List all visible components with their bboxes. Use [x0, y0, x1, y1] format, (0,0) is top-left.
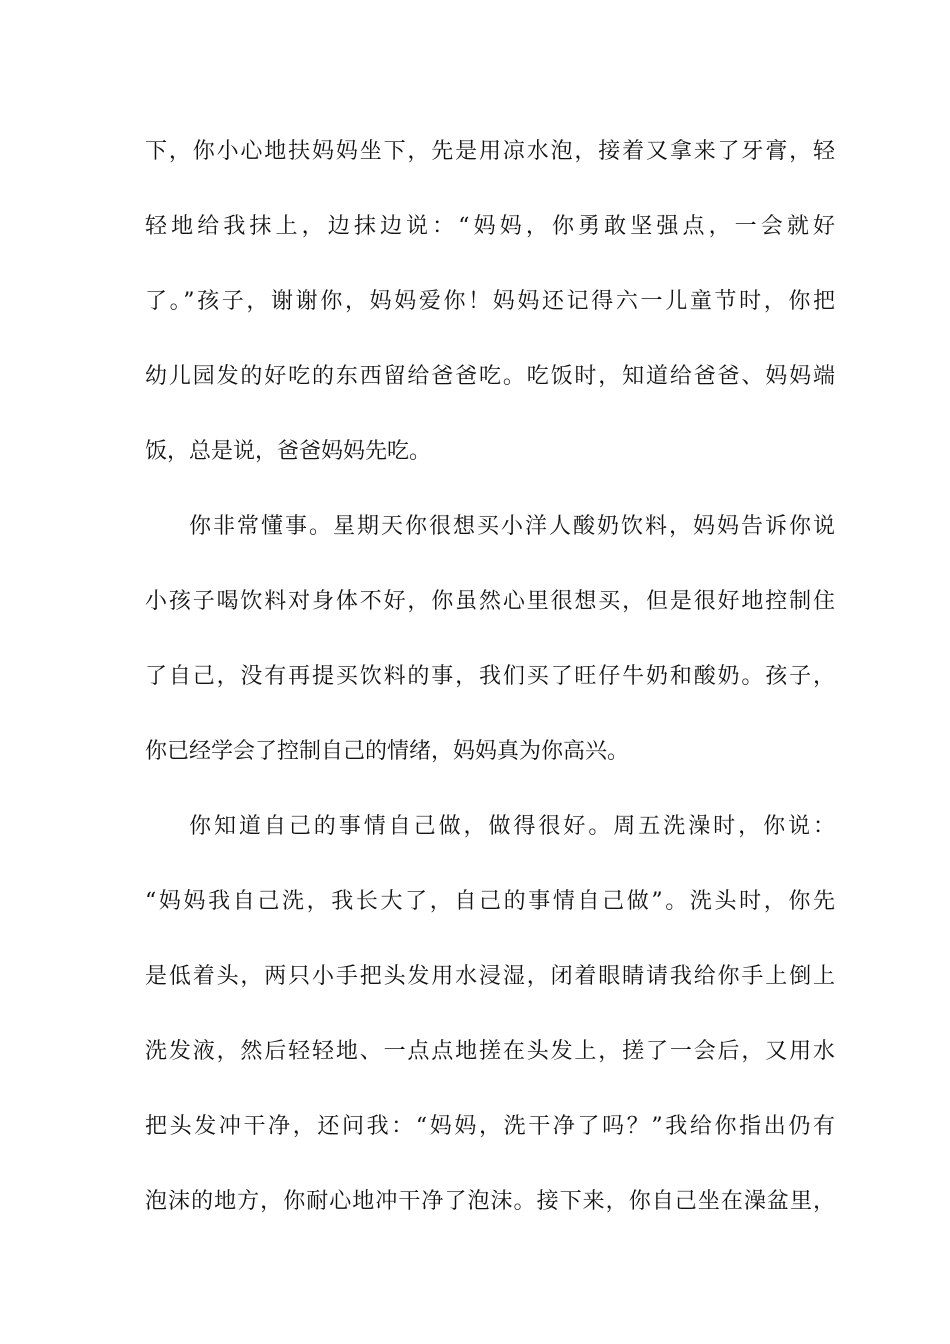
text-line: 把头发冲干净，还问我：“妈妈，洗干净了吗？”我给你指出仍有: [145, 1114, 835, 1139]
paragraph-first-line: 你知道自己的事情自己做，做得很好。周五洗澡时，你说：: [189, 814, 835, 839]
text-line: 小孩子喝饮料对身体不好，你虽然心里很想买，但是很好地控制住: [145, 589, 835, 614]
text-line: 了。”孩子，谢谢你，妈妈爱你！妈妈还记得六一儿童节时，你把: [145, 289, 835, 314]
text-line: 泡沫的地方，你耐心地冲干净了泡沫。接下来，你自己坐在澡盆里，: [145, 1189, 835, 1214]
text-line: 是低着头，两只小手把头发用水浸湿，闭着眼睛请我给你手上倒上: [145, 964, 835, 989]
text-line: 幼儿园发的好吃的东西留给爸爸吃。吃饭时，知道给爸爸、妈妈端: [145, 364, 835, 389]
paragraph-first-line: 你非常懂事。星期天你很想买小洋人酸奶饮料，妈妈告诉你说: [189, 514, 835, 539]
body-text: [145, 130, 835, 1255]
text-line: 轻地给我抹上，边抹边说：“妈妈，你勇敢坚强点，一会就好: [145, 214, 835, 239]
text-line: 了自己，没有再提买饮料的事，我们买了旺仔牛奶和酸奶。孩子，: [145, 664, 835, 689]
text-line: 饭，总是说，爸爸妈妈先吃。: [145, 439, 432, 464]
text-line: 洗发液，然后轻轻地、一点点地搓在头发上，搓了一会后，又用水: [145, 1039, 835, 1064]
text-line: 你已经学会了控制自己的情绪，妈妈真为你高兴。: [145, 739, 630, 764]
text-line: 下，你小心地扶妈妈坐下，先是用凉水泡，接着又拿来了牙膏，轻: [145, 139, 835, 164]
text-line: “妈妈我自己洗，我长大了，自己的事情自己做”。洗头时，你先: [145, 889, 835, 914]
